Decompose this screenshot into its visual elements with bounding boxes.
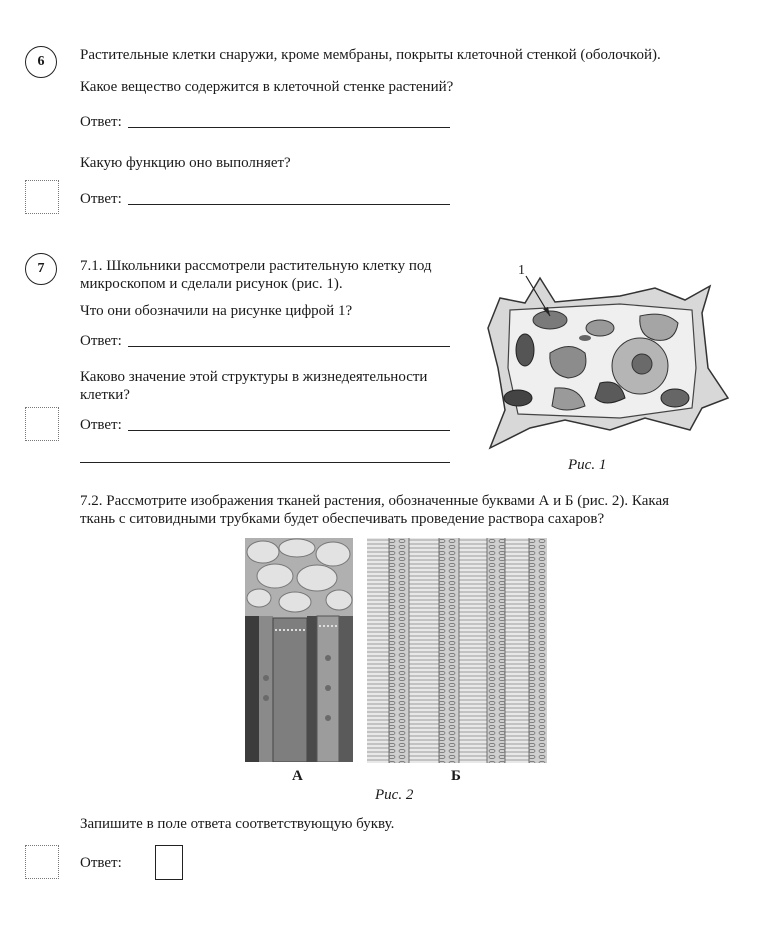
q71-text-line-1: 7.1. Школьники рассмотрели растительную клетку под xyxy=(80,258,432,274)
q72-score-box[interactable] xyxy=(25,845,59,879)
q71-answer-field-3[interactable] xyxy=(80,462,450,463)
question-number-6: 6 xyxy=(25,46,57,78)
q71-answer-label-1: Ответ: xyxy=(80,333,122,349)
plant-cell-figure xyxy=(470,258,740,458)
q71-text-line-2: микроскопом и сделали рисунок (рис. 1). xyxy=(80,276,343,292)
q72-instruction: Запишите в поле ответа соответствующую букву. xyxy=(80,816,395,832)
q72-text-line-2: ткань с ситовидными трубками будет обеспечивать проведение раствора сахаров? xyxy=(80,511,605,527)
fig2-label-b: Б xyxy=(451,768,461,784)
q6-answer-field-2[interactable] xyxy=(128,204,450,205)
vacuole xyxy=(533,311,567,329)
q6-question-2: Какую функцию оно выполняет? xyxy=(80,155,291,171)
q71-answer-label-2: Ответ: xyxy=(80,417,122,433)
q6-score-box[interactable] xyxy=(25,180,59,214)
q6-answer-label-2: Ответ: xyxy=(80,191,122,207)
q71-answer-field-1[interactable] xyxy=(128,346,450,347)
fig1-label-1: 1 xyxy=(518,263,525,278)
q6-question-1: Какое вещество содержится в клеточной стенке растений? xyxy=(80,79,454,95)
q71-question-b-line-2: клетки? xyxy=(80,387,130,403)
q6-answer-label-1: Ответ: xyxy=(80,114,122,130)
q71-question-b-line-1: Каково значение этой структуры в жизнедеятельности xyxy=(80,369,428,385)
q72-answer-cell[interactable] xyxy=(155,845,183,880)
q71-score-box[interactable] xyxy=(25,407,59,441)
tissue-image-b xyxy=(367,538,547,763)
q6-answer-field-1[interactable] xyxy=(128,127,450,128)
q72-text-line-1: 7.2. Рассмотрите изображения тканей растения, обозначенные буквами А и Б (рис. 2). Какая xyxy=(80,493,670,509)
fig2-caption: Рис. 2 xyxy=(375,787,414,803)
q71-question-a: Что они обозначили на рисунке цифрой 1? xyxy=(80,303,353,319)
q72-answer-label: Ответ: xyxy=(80,855,122,871)
fig1-caption: Рис. 1 xyxy=(568,457,607,473)
question-number-7: 7 xyxy=(25,253,57,285)
q6-intro-text: Растительные клетки снаружи, кроме мембраны, покрыты клеточной стенкой (оболочкой). xyxy=(80,47,661,63)
tissue-image-a xyxy=(245,538,353,762)
fig2-label-a: А xyxy=(292,768,303,784)
q71-answer-field-2[interactable] xyxy=(128,430,450,431)
